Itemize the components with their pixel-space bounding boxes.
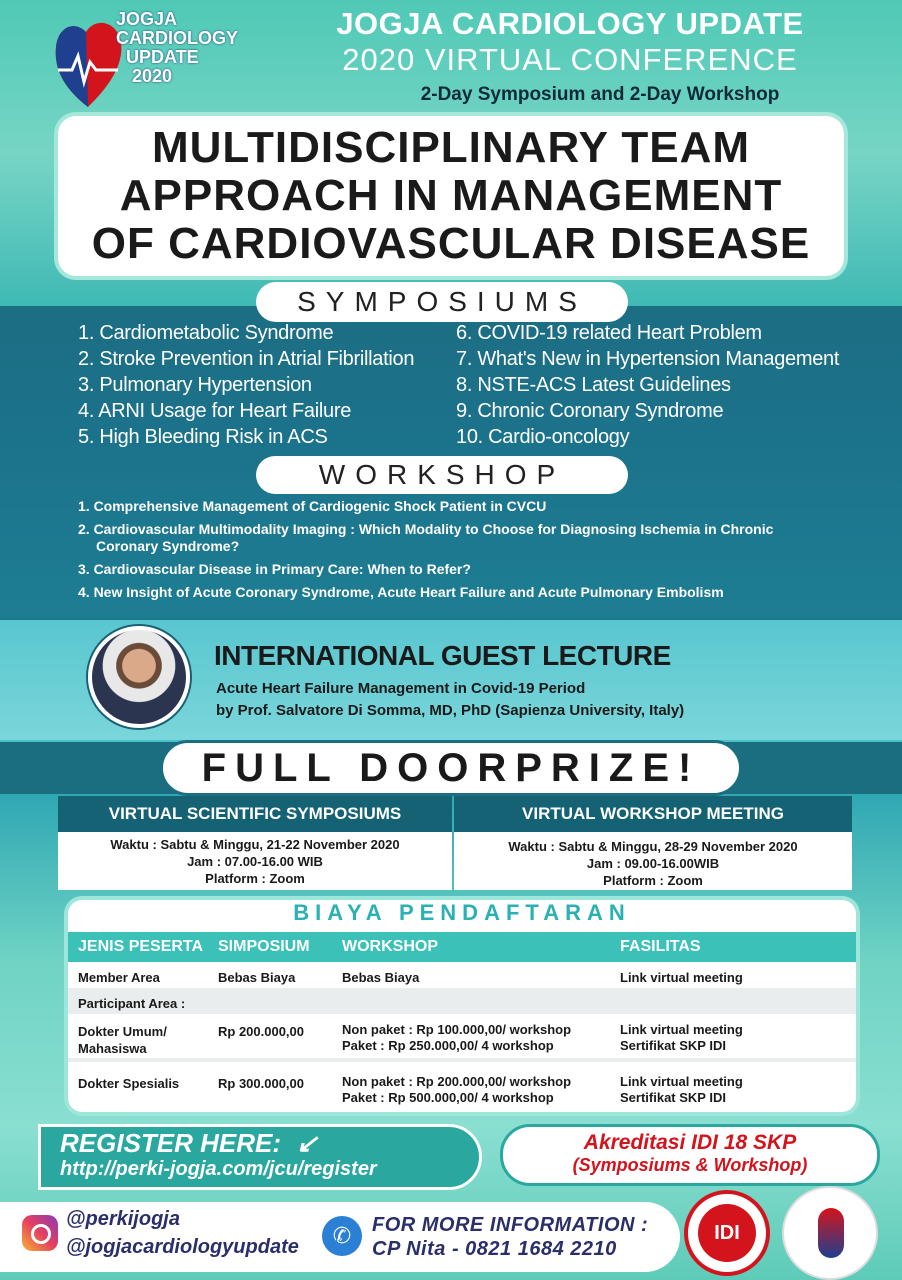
symposiums-heading: SYMPOSIUMS [256, 282, 628, 322]
contact-person: CP Nita - 0821 1684 2210 [372, 1238, 617, 1260]
virtual-symposium-heading: VIRTUAL SCIENTIFIC SYMPOSIUMS [58, 796, 452, 832]
list-item: 3. Cardiovascular Disease in Primary Care: When to Refer? [78, 561, 471, 577]
list-item: 6. COVID-19 related Heart Problem [456, 322, 762, 344]
guest-lecture-title: INTERNATIONAL GUEST LECTURE [214, 640, 671, 671]
column-header-fasilitas: FASILITAS [620, 938, 701, 955]
instagram-handle-2[interactable]: @jogjacardiologyupdate [66, 1236, 299, 1258]
table-cell: Paket : Rp 500.000,00/ 4 workshop [342, 1090, 554, 1105]
logo-line-3: UPDATE [126, 47, 199, 67]
phone-icon: ✆ [322, 1216, 362, 1256]
list-item: 9. Chronic Coronary Syndrome [456, 400, 724, 422]
table-cell: Non paket : Rp 200.000,00/ workshop [342, 1074, 572, 1089]
workshop-date: Waktu : Sabtu & Minggu, 28-29 November 2020 [508, 839, 798, 854]
main-title-line-2: APPROACH IN MANAGEMENT [119, 171, 783, 220]
virtual-workshop-details [454, 832, 852, 890]
list-item: 4. ARNI Usage for Heart Failure [78, 400, 352, 422]
conference-title: JOGJA CARDIOLOGY UPDATE [336, 6, 804, 41]
workshop-platform: Platform : Zoom [603, 873, 703, 888]
accreditation-box [500, 1124, 880, 1186]
main-title-line-3: OF CARDIOVASCULAR DISEASE [91, 219, 811, 268]
heart-icon [52, 12, 124, 112]
symposium-time: Jam : 07.00-16.00 WIB [187, 854, 323, 869]
table-cell: Bebas Biaya [342, 970, 420, 985]
workshop-heading: WORKSHOP [256, 456, 628, 494]
list-item: 4. New Insight of Acute Coronary Syndrome, Acute Heart Failure and Acute Pulmonary Embolism [78, 584, 724, 600]
list-item [78, 521, 878, 555]
list-item: 10. Cardio-oncology [456, 426, 630, 448]
table-cell: Paket : Rp 250.000,00/ 4 workshop [342, 1038, 554, 1053]
table-row [68, 988, 856, 1014]
table-cell: Sertifikat SKP IDI [620, 1090, 726, 1105]
list-item: 1. Cardiometabolic Syndrome [78, 322, 334, 344]
main-title [58, 116, 844, 276]
table-cell: Bebas Biaya [218, 970, 296, 985]
column-header-jenis: JENIS PESERTA [78, 938, 204, 955]
table-cell: Dokter Umum/ [78, 1024, 167, 1039]
conference-logo [52, 6, 262, 116]
list-item: 5. High Bleeding Risk in ACS [78, 426, 328, 448]
list-item: 1. Comprehensive Management of Cardiogenic Shock Patient in CVCU [78, 498, 547, 514]
symposium-list-left [78, 320, 414, 450]
virtual-symposium-details [58, 832, 452, 890]
table-cell: Link virtual meeting [620, 970, 743, 985]
table-cell: Link virtual meeting [620, 1074, 743, 1089]
guest-lecture-topic: Acute Heart Failure Management in Covid-19 Period [216, 680, 586, 697]
info-label: FOR MORE INFORMATION : [372, 1214, 649, 1236]
list-item-text: 2. Cardiovascular Multimodality Imaging : Which Modality to Choose for Diagnosing Ischemia in Chronic [78, 521, 774, 537]
table-cell: Dokter Spesialis [78, 1076, 180, 1091]
register-link[interactable]: http://perki-jogja.com/jcu/register [60, 1158, 377, 1180]
list-item: 3. Pulmonary Hypertension [78, 374, 312, 396]
table-cell: Member Area [78, 970, 160, 985]
idi-seal [684, 1190, 770, 1276]
speaker-photo [88, 626, 190, 728]
accreditation-title: Akreditasi IDI 18 SKP [583, 1131, 797, 1154]
fee-table-title: BIAYA PENDAFTARAN [293, 900, 631, 925]
list-item: 2. Stroke Prevention in Atrial Fibrillation [78, 348, 415, 370]
logo-line-4: 2020 [132, 66, 173, 86]
instagram-icon [22, 1215, 58, 1251]
doorprize-banner: FULL DOORPRIZE! [160, 740, 742, 796]
list-item: 7. What's New in Hypertension Management [456, 348, 840, 370]
conference-format: 2-Day Symposium and 2-Day Workshop [420, 84, 780, 105]
table-cell: Rp 200.000,00 [218, 1024, 305, 1039]
table-cell: Participant Area : [78, 996, 186, 1011]
accreditation-scope: (Symposiums & Workshop) [572, 1155, 808, 1175]
list-item-continuation: Coronary Syndrome? [96, 538, 240, 554]
workshop-time: Jam : 09.00-16.00WIB [586, 856, 720, 871]
conference-subtitle: 2020 VIRTUAL CONFERENCE [342, 42, 798, 77]
arrow-down-left-icon: ↙ [296, 1128, 319, 1158]
table-row-divider [68, 1058, 856, 1062]
table-cell: Rp 300.000,00 [218, 1076, 305, 1091]
virtual-workshop-heading: VIRTUAL WORKSHOP MEETING [454, 796, 852, 832]
list-item: 8. NSTE-ACS Latest Guidelines [456, 374, 731, 396]
symposium-list-right [456, 320, 839, 450]
workshop-list [78, 498, 878, 607]
perki-seal [782, 1186, 878, 1280]
main-title-line-1: MULTIDISCIPLINARY TEAM [151, 123, 751, 172]
symposium-platform: Platform : Zoom [205, 871, 305, 886]
table-cell: Sertifikat SKP IDI [620, 1038, 726, 1053]
column-header-simposium: SIMPOSIUM [218, 938, 310, 955]
register-label: REGISTER HERE: [60, 1128, 282, 1158]
symposium-date: Waktu : Sabtu & Minggu, 21-22 November 2020 [110, 837, 400, 852]
column-header-workshop: WORKSHOP [342, 938, 438, 955]
register-title [60, 1128, 318, 1159]
logo-line-1: JOGJA [116, 9, 178, 29]
table-cell: Mahasiswa [78, 1041, 147, 1056]
idi-seal-text: IDI [698, 1204, 756, 1262]
guest-lecture-speaker: by Prof. Salvatore Di Somma, MD, PhD (Sapienza University, Italy) [216, 702, 685, 719]
table-cell: Link virtual meeting [620, 1022, 743, 1037]
instagram-handle-1[interactable]: @perkijogja [66, 1208, 180, 1230]
table-cell: Non paket : Rp 100.000,00/ workshop [342, 1022, 572, 1037]
logo-line-2: CARDIOLOGY [116, 28, 239, 48]
